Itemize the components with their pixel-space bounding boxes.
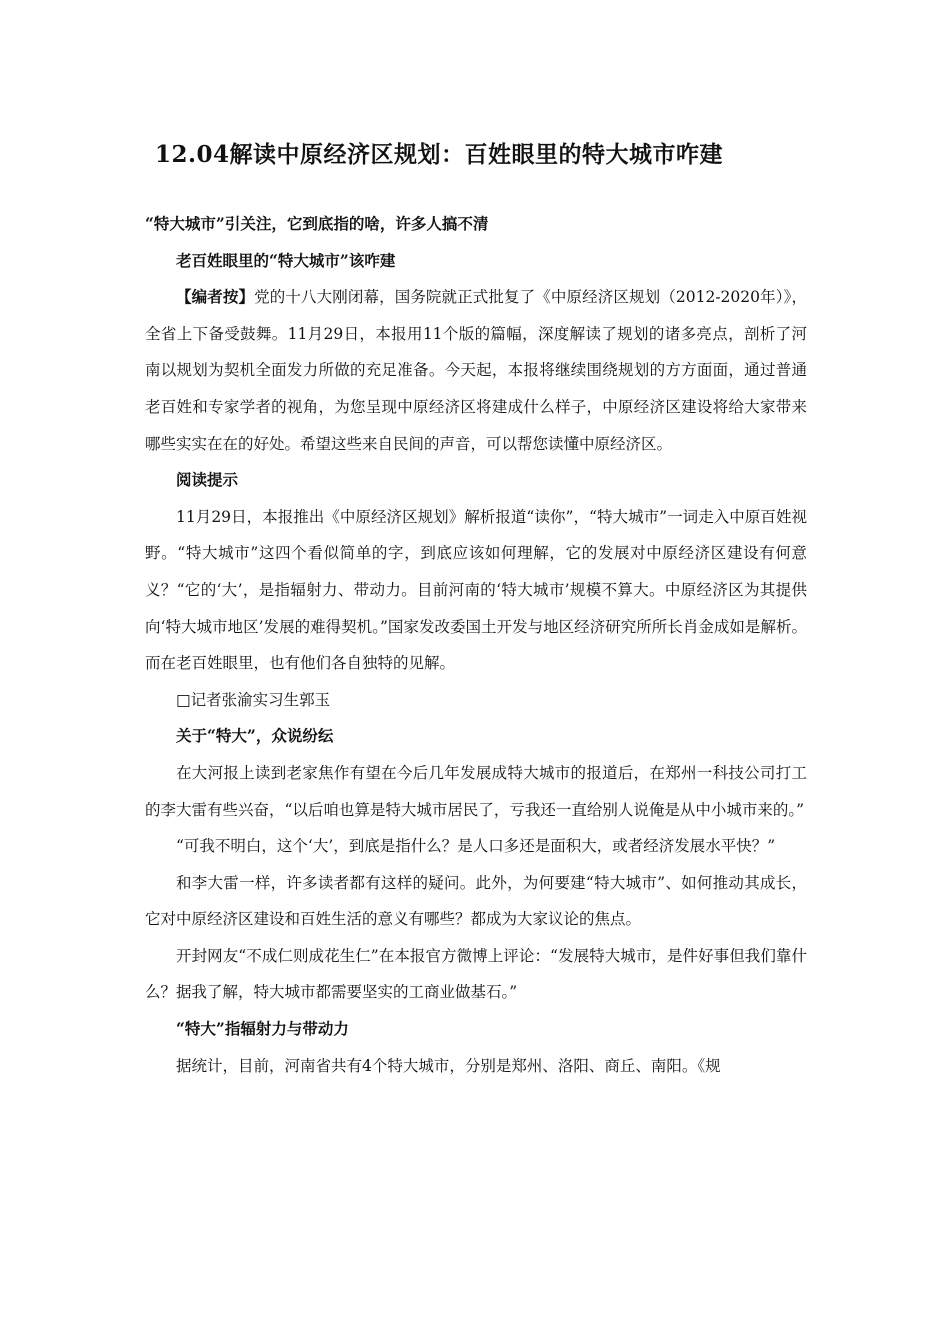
reading-tip-paragraph: 11月29日，本报推出《中原经济区规划》解析报道“读你”，“特大城市”一词走入中原百姓视野。“特大城市”这四个看似简单的字，到底应该如何理解，它的发展对中原经济区建设有何意义？“它的‘大’，是指辐射力、带动力。目前河南的‘特大城市’规模不算大。中原经济区为其提供向‘特大城市地区’发展的难得契机。”国家发改委国土开发与地区经济研究所所长肖金成如是解析。而在老百姓眼里，也有他们各自独特的见解。: [145, 507, 807, 673]
section1-paragraph-4: 开封网友“不成仁则成花生仁”在本报官方微博上评论：“发展特大城市，是件好事但我们靠什么？据我了解，特大城市都需要坚实的工商业做基石。”: [145, 946, 807, 1002]
section1-paragraph-2: “可我不明白，这个‘大’，到底是指什么？是人口多还是面积大，或者经济发展水平快？”: [176, 837, 776, 856]
section1-paragraph-1: 在大河报上读到老家焦作有望在今后几年发展成特大城市的报道后，在郑州一科技公司打工的李大雷有些兴奋，“以后咱也算是特大城市居民了，亏我还一直给别人说俺是从中小城市来的。”: [145, 763, 807, 819]
section1-paragraph-3: 和李大雷一样，许多读者都有这样的疑问。此外，为何要建“特大城市”、如何推动其成长，它对中原经济区建设和百姓生活的意义有哪些？都成为大家议论的焦点。: [145, 873, 807, 929]
subtitle-primary: “特大城市”引关注，它到底指的啥，许多人搞不清: [145, 214, 489, 233]
section-heading-opinions: 关于“特大”，众说纷纭: [176, 726, 334, 746]
editor-note-label: 【编者按】: [176, 287, 255, 307]
document-title: 12.04解读中原经济区规划：百姓眼里的特大城市咋建: [155, 141, 724, 168]
editor-note-paragraph: [145, 279, 807, 462]
section2-paragraph-1: 据统计，目前，河南省共有4个特大城市，分别是郑州、洛阳、商丘、南阳。《规: [176, 1056, 721, 1075]
reading-tip-heading: 阅读提示: [176, 470, 239, 490]
section-heading-radiation: “特大”指辐射力与带动力: [176, 1019, 349, 1039]
editor-note-text: 党的十八大刚闭幕，国务院就正式批复了《中原经济区规划（2012-2020年）》，全省上下备受鼓舞。11月29日，本报用11个版的篇幅，深度解读了规划的诸多亮点，剖析了河南以规划为契机全面发力所做的充足准备。今天起，本报将继续围绕规划的方方面面，通过普通老百姓和专家学者的视角，为您呈现中原经济区将建成什么样子，中原经济区建设将给大家带来哪些实实在在的好处。希望这些来自民间的声音，可以帮您读懂中原经济区。: [145, 288, 807, 453]
byline: □记者张渝实习生郭玉: [176, 690, 331, 709]
document-body: [145, 206, 807, 1084]
subtitle-secondary: 老百姓眼里的“特大城市”该咋建: [176, 250, 396, 270]
